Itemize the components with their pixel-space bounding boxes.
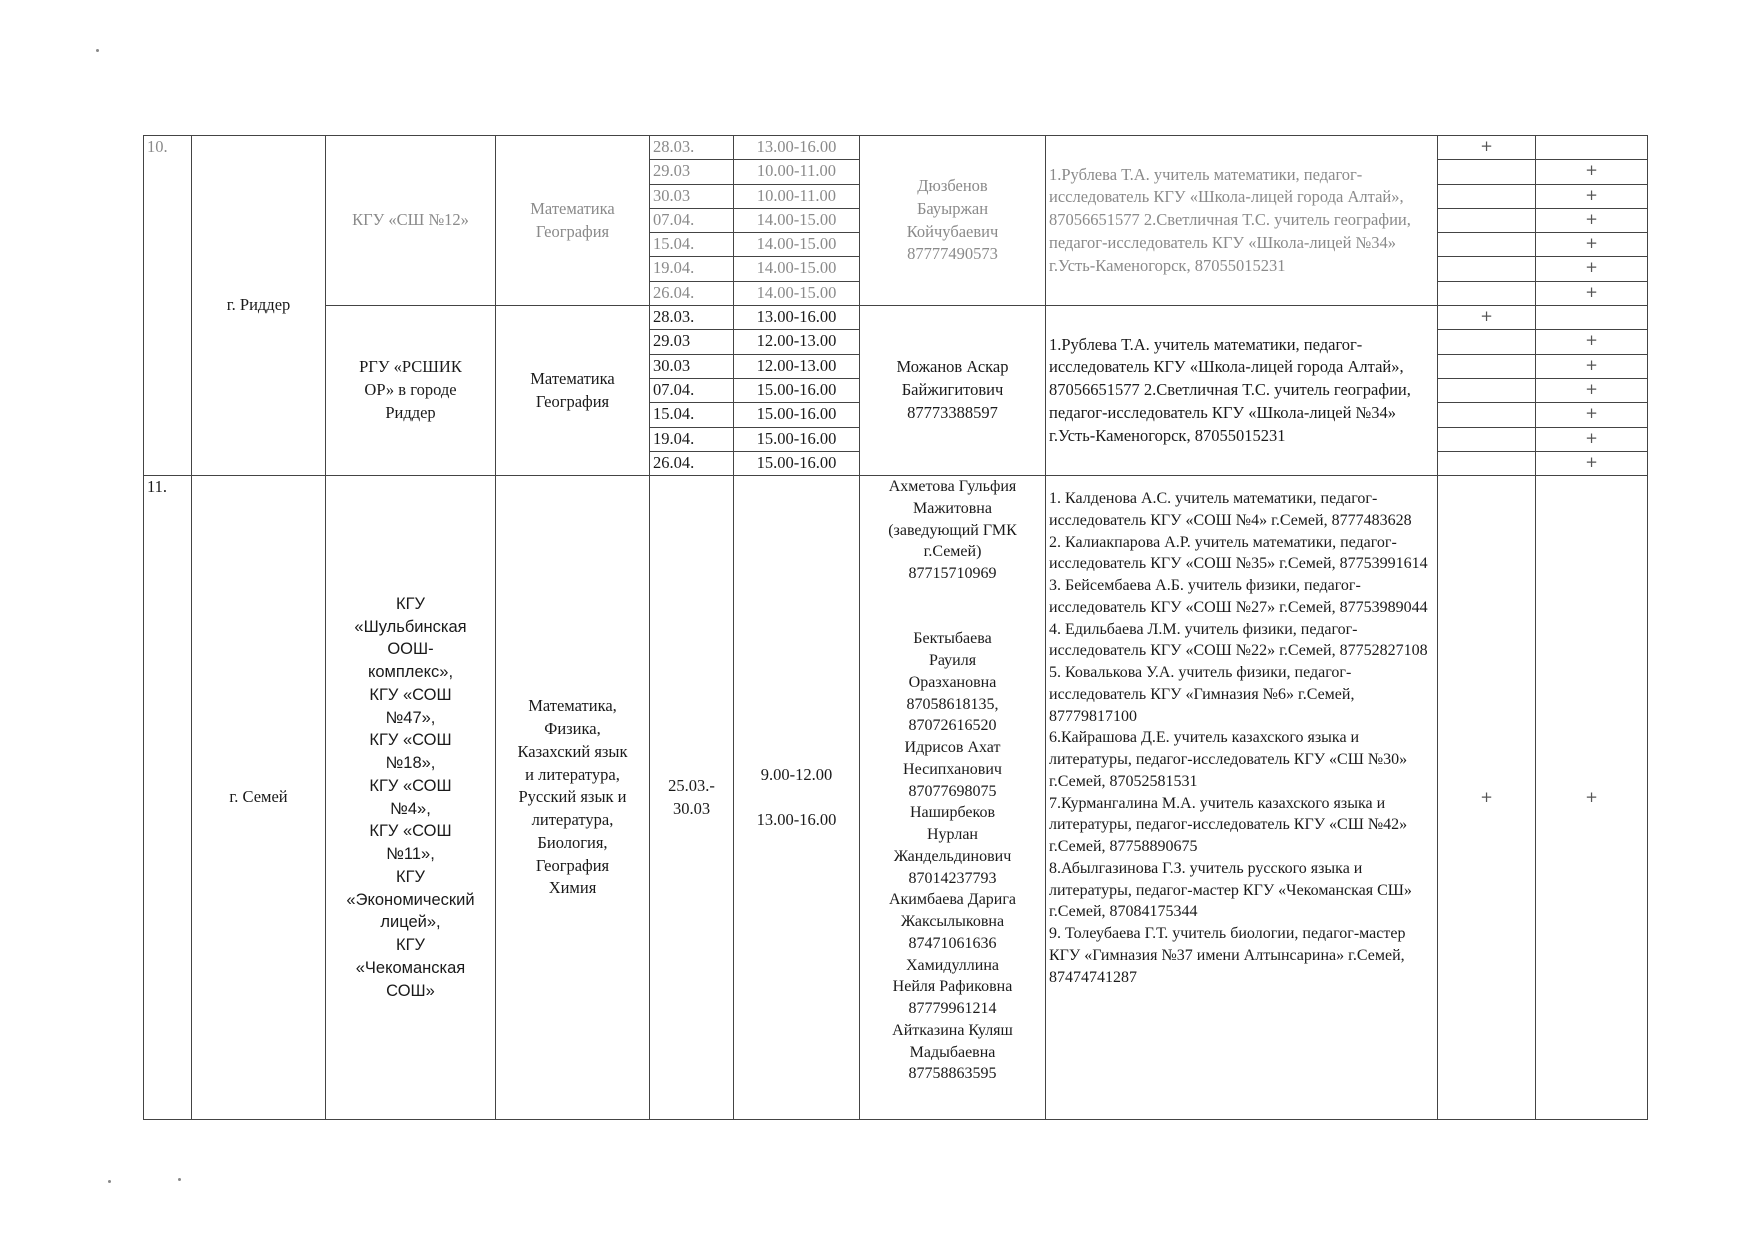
mark-cell <box>1438 378 1536 402</box>
subjects-cell: Математика География <box>496 306 650 476</box>
time-cell: 15.00-16.00 <box>734 403 860 427</box>
row-number: 11. <box>144 476 192 1120</box>
mark-cell: + <box>1536 330 1648 354</box>
mark-cell <box>1438 427 1536 451</box>
mark-cell <box>1536 306 1648 330</box>
date-cell: 30.03 <box>650 354 734 378</box>
contact-person: Ахметова Гульфия Мажитовна (заведующий ГМК г.Семей) 87715710969 Бектыбаева Рауиля Оразхановна 87058618135, 87072616520 Идрисов Ахат Несипханович 87077698075 Наширбеков Нурлан Жандельдинович 87014237793 Акимбаева Дарига Жаксылыковна 87471061636 Хамидуллина Нейля Рафиковна 87779961214 Айтказина Куляш Мадыбаевна 87758863595 <box>860 476 1046 1120</box>
date-cell: 28.03. <box>650 136 734 160</box>
mark-cell: + <box>1536 451 1648 475</box>
experts-list: 1.Рублева Т.А. учитель математики, педагог-исследователь КГУ «Школа-лицей города Алтай», 87056651577 2.Светличная Т.С. учитель географии, педагог-исследователь КГУ «Школа-лицей №34» г.Усть-Каменогорск, 87055015231 <box>1046 306 1438 476</box>
time-cell: 13.00-16.00 <box>734 136 860 160</box>
subjects-cell: Математика География <box>496 136 650 306</box>
mark-cell <box>1536 136 1648 160</box>
mark-cell <box>1438 354 1536 378</box>
time-cell: 10.00-11.00 <box>734 184 860 208</box>
mark-cell <box>1438 208 1536 232</box>
time-cell: 14.00-15.00 <box>734 208 860 232</box>
subjects-cell: Математика, Физика, Казахский язык и литература, Русский язык и литература, Биология, География Химия <box>496 476 650 1120</box>
date-cell: 19.04. <box>650 257 734 281</box>
row-11-group <box>144 476 1648 1120</box>
mark-cell: + <box>1536 427 1648 451</box>
date-cell: 29.03 <box>650 160 734 184</box>
experts-list: 1.Рублева Т.А. учитель математики, педагог-исследователь КГУ «Школа-лицей города Алтай», 87056651577 2.Светличная Т.С. учитель географии, педагог-исследователь КГУ «Школа-лицей №34» г.Усть-Каменогорск, 87055015231 <box>1046 136 1438 306</box>
schedule-table <box>143 135 1648 1120</box>
date-cell: 19.04. <box>650 427 734 451</box>
row-10-group <box>144 136 1648 476</box>
mark-cell <box>1438 451 1536 475</box>
time-cell: 14.00-15.00 <box>734 281 860 305</box>
time-cell: 10.00-11.00 <box>734 160 860 184</box>
date-cell: 28.03. <box>650 306 734 330</box>
row-number: 10. <box>144 136 192 476</box>
mark-cell <box>1438 281 1536 305</box>
time-cell: 15.00-16.00 <box>734 451 860 475</box>
city-cell: г. Семей <box>192 476 326 1120</box>
scan-speck <box>96 49 99 52</box>
mark-cell <box>1438 184 1536 208</box>
mark-cell <box>1438 160 1536 184</box>
city-cell: г. Риддер <box>192 136 326 476</box>
mark-cell <box>1438 233 1536 257</box>
time-cell: 14.00-15.00 <box>734 257 860 281</box>
mark-cell <box>1438 330 1536 354</box>
scan-speck <box>178 1178 181 1181</box>
mark-cell: + <box>1536 354 1648 378</box>
mark-cell: + <box>1438 476 1536 1120</box>
date-cell: 15.04. <box>650 233 734 257</box>
school-name: КГУ «СШ №12» <box>326 136 496 306</box>
time-cell: 12.00-13.00 <box>734 330 860 354</box>
mark-cell: + <box>1536 160 1648 184</box>
mark-cell: + <box>1536 233 1648 257</box>
contact-person: Дюзбенов Бауыржан Койчубаевич 87777490573 <box>860 136 1046 306</box>
date-cell: 26.04. <box>650 451 734 475</box>
date-cell: 29.03 <box>650 330 734 354</box>
contact-person: Можанов Аскар Байжигитович 87773388597 <box>860 306 1046 476</box>
mark-cell: + <box>1536 476 1648 1120</box>
mark-cell: + <box>1438 306 1536 330</box>
mark-cell: + <box>1536 281 1648 305</box>
time-cell: 14.00-15.00 <box>734 233 860 257</box>
time-cell: 15.00-16.00 <box>734 378 860 402</box>
time-cell: 13.00-16.00 <box>734 306 860 330</box>
mark-cell: + <box>1438 136 1536 160</box>
date-cell: 25.03.- 30.03 <box>650 476 734 1120</box>
school-name: РГУ «РСШИК ОР» в городе Риддер <box>326 306 496 476</box>
experts-list: 1. Калденова А.С. учитель математики, педагог-исследователь КГУ «СОШ №4» г.Семей, 8777483628 2. Калиакпарова А.Р. учитель математики, педагог-исследователь КГУ «СОШ №35» г.Семей, 87753991614 3. Бейсембаева А.Б. учитель физики, педагог-исследователь КГУ «СОШ №27» г.Семей, 87753989044 4. Едильбаева Л.М. учитель физики, педагог-исследователь КГУ «СОШ №22» г.Семей, 87752827108 5. Ковалькова У.А. учитель физики, педагог-исследователь КГУ «Гимназия №6» г.Семей, 87779817100 6.Кайрашова Д.Е. учитель казахского языка и литературы, педагог-исследователь КГУ «СШ №30» г.Семей, 87052581531 7.Курмангалина М.А. учитель казахского языка и литературы, педагог-исследователь КГУ «СШ №42» г.Семей, 87758890675 8.Абылгазинова Г.З. учитель русского языка и литературы, педагог-мастер КГУ «Чекоманская СШ» г.Семей, 87084175344 9. Толеубаева Г.Т. учитель биологии, педагог-мастер КГУ «Гимназия №37 имени Алтынсарина» г.Семей, 87474741287 <box>1046 476 1438 1120</box>
mark-cell <box>1438 403 1536 427</box>
date-cell: 30.03 <box>650 184 734 208</box>
date-cell: 26.04. <box>650 281 734 305</box>
time-cell: 12.00-13.00 <box>734 354 860 378</box>
mark-cell: + <box>1536 378 1648 402</box>
time-cell: 9.00-12.00 13.00-16.00 <box>734 476 860 1120</box>
scan-speck <box>108 1180 111 1183</box>
mark-cell: + <box>1536 184 1648 208</box>
mark-cell: + <box>1536 208 1648 232</box>
date-cell: 07.04. <box>650 208 734 232</box>
date-cell: 15.04. <box>650 403 734 427</box>
mark-cell <box>1438 257 1536 281</box>
time-cell: 15.00-16.00 <box>734 427 860 451</box>
date-cell: 07.04. <box>650 378 734 402</box>
mark-cell: + <box>1536 257 1648 281</box>
mark-cell: + <box>1536 403 1648 427</box>
school-name: КГУ «Шульбинская ООШ- комплекс», КГУ «СОШ №47», КГУ «СОШ №18», КГУ «СОШ №4», КГУ «СОШ №11», КГУ «Экономический лицей», КГУ «Чекоманская СОШ» <box>326 476 496 1120</box>
